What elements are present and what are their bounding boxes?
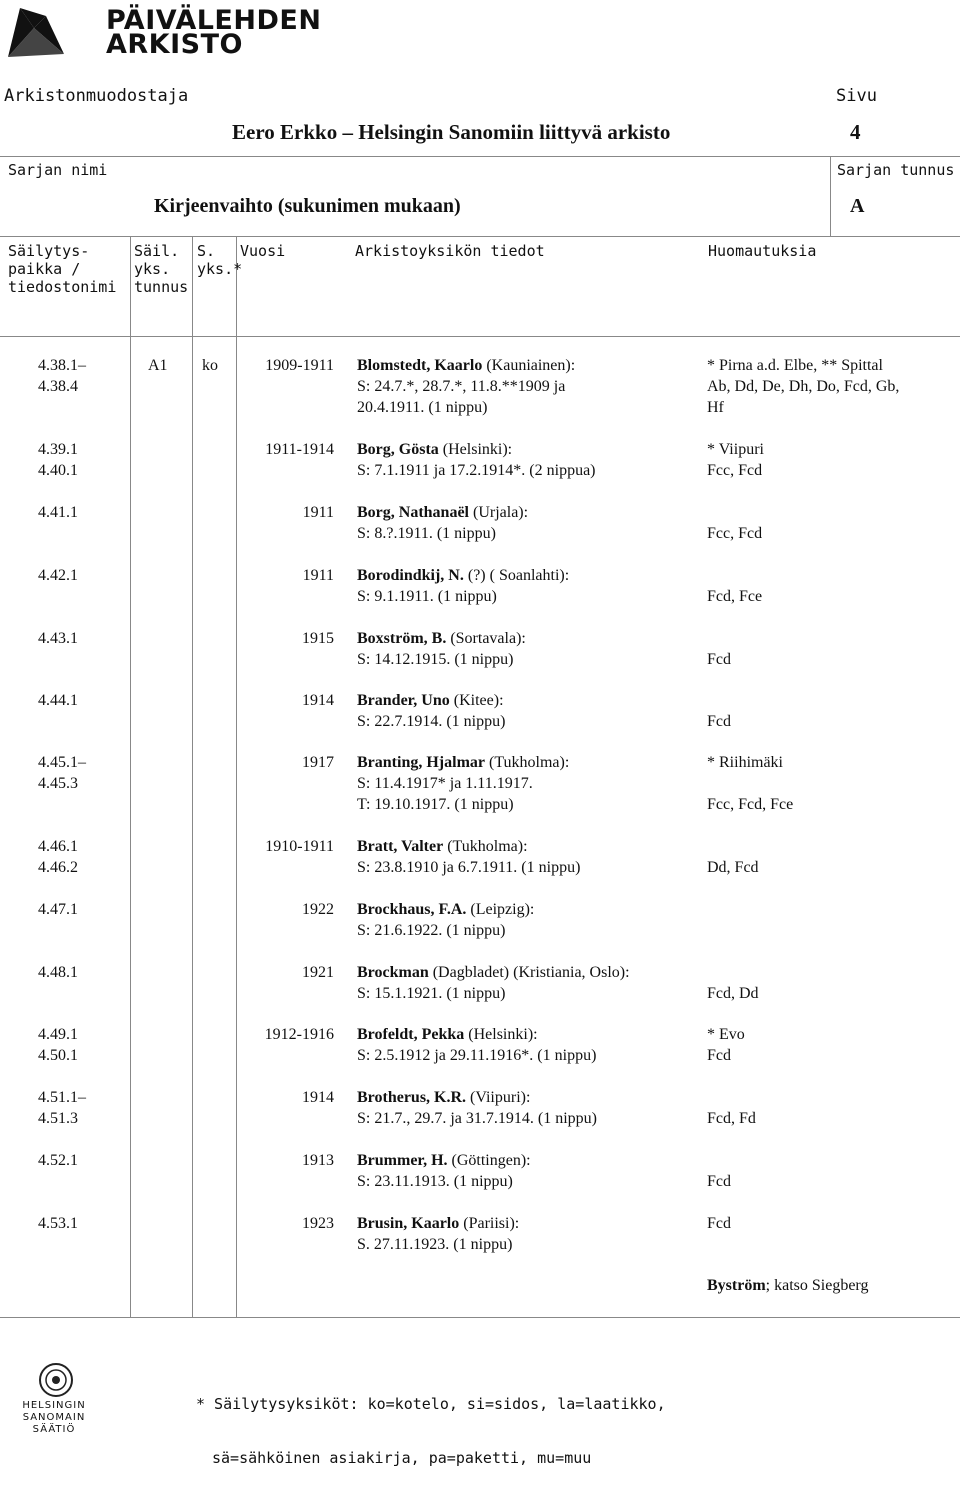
note-line: Fcd <box>707 1047 731 1064</box>
entry-year: 1922 <box>302 901 334 918</box>
footnote-line-2: sä=sähköinen asiakirja, pa=paketti, mu=muu <box>212 1449 592 1467</box>
entry-location <box>38 752 128 794</box>
correspondent-place: (Dagbladet) (Kristiania, Oslo): <box>428 964 630 981</box>
entry-year: 1911-1914 <box>265 441 334 458</box>
note-spacer <box>707 773 957 794</box>
entry-notes <box>707 1213 957 1234</box>
note-line: Fcd, Dd <box>707 985 759 1002</box>
correspondent <box>357 962 697 983</box>
correspondent-name: Brockhaus, F.A. <box>357 901 467 918</box>
correspondent <box>357 355 697 376</box>
entry-info <box>357 1087 697 1129</box>
correspondent <box>357 1213 697 1234</box>
location-code: 4.39.1 <box>38 441 78 458</box>
entry-notes <box>707 565 957 607</box>
correspondent-name: Brander, Uno <box>357 692 450 709</box>
correspondent-place: (Kauniainen): <box>482 357 576 374</box>
letter-details: S. 27.11.1923. (1 nippu) <box>357 1236 513 1253</box>
location-code: 4.44.1 <box>38 692 78 709</box>
note-spacer <box>707 962 957 983</box>
entry-year: 1909-1911 <box>265 357 334 374</box>
entry-info <box>357 355 697 418</box>
note-spacer <box>707 1087 957 1108</box>
note-line: * Riihimäki <box>707 754 783 771</box>
correspondent <box>357 1087 697 1108</box>
note-line: * Pirna a.d. Elbe, ** Spittal <box>707 357 883 374</box>
foundation-logo-line: HELSINGIN <box>22 1400 86 1411</box>
location-code: 4.38.4 <box>38 378 78 395</box>
note-line: Dd, Fcd <box>707 859 759 876</box>
unit-header-line: tunnus <box>134 278 189 296</box>
note-line: Fcd, Fce <box>707 588 763 605</box>
logo-archive <box>2 2 322 60</box>
location-code: 4.46.1 <box>38 838 78 855</box>
location-header-line: tiedostonimi <box>8 278 117 296</box>
entry-notes <box>707 1024 957 1066</box>
archive-title: Eero Erkko – Helsingin Sanomiin liittyvä arkisto <box>232 120 671 144</box>
unit-type-header-line: S. <box>197 242 216 260</box>
correspondent <box>357 752 697 773</box>
entry-notes <box>707 502 957 544</box>
letter-details: S: 23.11.1913. (1 nippu) <box>357 1173 513 1190</box>
note-line: Ab, Dd, De, Dh, Do, Fcd, Gb, <box>707 378 900 395</box>
note-spacer <box>707 502 957 523</box>
correspondent-place: (Tukholma): <box>443 838 528 855</box>
note-line: Hf <box>707 399 724 416</box>
entry-year: 1914 <box>302 1089 334 1106</box>
correspondent <box>357 502 697 523</box>
creator-label: Arkistonmuodostaja <box>4 86 189 106</box>
correspondent <box>357 899 697 920</box>
note-line: Fcd, Fd <box>707 1110 756 1127</box>
note-line: Fcd <box>707 1215 731 1232</box>
note-line: * Viipuri <box>707 441 764 458</box>
correspondent-name: Branting, Hjalmar <box>357 754 485 771</box>
location-code: 4.41.1 <box>38 504 78 521</box>
entry-info <box>357 1213 697 1255</box>
logo-line-1: PÄIVÄLEHDEN <box>106 5 322 36</box>
page-label: Sivu <box>836 86 877 106</box>
note-line: Fcc, Fcd <box>707 525 763 542</box>
entry-notes <box>707 628 957 670</box>
letter-details: S: 8.?.1911. (1 nippu) <box>357 525 496 542</box>
entry-location <box>38 355 128 397</box>
entry-notes <box>707 690 957 732</box>
footnote <box>196 1359 666 1485</box>
note-line: Fcd <box>707 713 731 730</box>
location-header-line: paikka / <box>8 260 81 278</box>
entry-info <box>357 628 697 670</box>
entry-info <box>357 1150 697 1192</box>
correspondent-name: Brockman <box>357 964 429 981</box>
entry-notes <box>707 962 957 1004</box>
see-also <box>707 1275 868 1296</box>
location-code: 4.53.1 <box>38 1215 78 1232</box>
letter-details: S: 11.4.1917* ja 1.11.1917. <box>357 775 533 792</box>
divider-bottom <box>0 1317 960 1318</box>
note-spacer <box>707 836 957 857</box>
note-line: Fcd <box>707 1173 731 1190</box>
unit-type-header-line: yks.* <box>197 260 243 278</box>
location-code: 4.52.1 <box>38 1152 78 1169</box>
entry-notes <box>707 1087 957 1129</box>
entry-year: 1923 <box>302 1215 334 1232</box>
correspondent <box>357 1150 697 1171</box>
archive-mark-icon <box>2 2 68 60</box>
note-line: Fcc, Fcd <box>707 462 763 479</box>
correspondent <box>357 690 697 711</box>
entry-info <box>357 690 697 732</box>
entry-location <box>38 1213 128 1234</box>
location-code: 4.45.3 <box>38 775 78 792</box>
see-also-text: ; katso Siegberg <box>765 1277 869 1294</box>
entry-notes <box>707 836 957 878</box>
note-spacer <box>707 565 957 586</box>
correspondent <box>357 565 697 586</box>
entry-location <box>38 962 128 983</box>
location-code: 4.40.1 <box>38 462 78 479</box>
entry-info <box>357 752 697 815</box>
entry-location <box>38 1087 128 1129</box>
foundation-mark-icon <box>36 1362 76 1398</box>
letter-details: S: 23.8.1910 ja 6.7.1911. (1 nippu) <box>357 859 581 876</box>
correspondent-place: (Helsinki): <box>464 1026 538 1043</box>
entry-year: 1910-1911 <box>265 838 334 855</box>
location-code: 4.42.1 <box>38 567 78 584</box>
note-line: * Evo <box>707 1026 745 1043</box>
column-divider-2 <box>192 236 193 1317</box>
letter-details: S: 22.7.1914. (1 nippu) <box>357 713 506 730</box>
location-header-line: Säilytys- <box>8 242 90 260</box>
correspondent-place: (Helsinki): <box>438 441 513 458</box>
letter-details: S: 2.5.1912 ja 29.11.1916*. (1 nippu) <box>357 1047 597 1064</box>
note-line: Fcc, Fcd, Fce <box>707 796 794 813</box>
note-spacer <box>707 628 957 649</box>
unit-header-line: Säil. <box>134 242 180 260</box>
letter-details: S: 24.7.*, 28.7.*, 11.8.**1909 ja <box>357 378 566 395</box>
entry-year: 1915 <box>302 630 334 647</box>
column-header-notes: Huomautuksia <box>708 242 817 260</box>
entry-unit: A1 <box>148 357 168 374</box>
entry-info <box>357 439 697 481</box>
series-id-label: Sarjan tunnus <box>837 161 955 179</box>
correspondent <box>357 439 697 460</box>
divider-columns-bottom <box>0 336 960 337</box>
correspondent-place: (Tukholma): <box>485 754 570 771</box>
column-header-info: Arkistoyksikön tiedot <box>355 242 545 260</box>
entry-year: 1913 <box>302 1152 334 1169</box>
entry-year: 1917 <box>302 754 334 771</box>
location-code: 4.47.1 <box>38 901 78 918</box>
foundation-logo-line: SANOMAIN <box>22 1412 86 1423</box>
letter-details: S: 21.7., 29.7. ja 31.7.1914. (1 nippu) <box>357 1110 597 1127</box>
letter-details: S: 15.1.1921. (1 nippu) <box>357 985 506 1002</box>
letter-details: S: 14.12.1915. (1 nippu) <box>357 651 514 668</box>
divider-columns-top <box>0 236 960 237</box>
note-spacer <box>707 690 957 711</box>
column-header-location <box>8 242 116 296</box>
entry-location <box>38 899 128 920</box>
correspondent-name: Brotherus, K.R. <box>357 1089 467 1106</box>
correspondent-place: (Kitee): <box>449 692 504 709</box>
location-code: 4.51.1– <box>38 1089 86 1106</box>
location-code: 4.43.1 <box>38 630 78 647</box>
correspondent-name: Blomstedt, Kaarlo <box>357 357 483 374</box>
entry-location <box>38 439 128 481</box>
correspondent-place: (Urjala): <box>469 504 529 521</box>
entry-location <box>38 836 128 878</box>
note-spacer <box>707 1150 957 1171</box>
column-header-unit <box>134 242 188 296</box>
correspondent-name: Brusin, Kaarlo <box>357 1215 460 1232</box>
entry-location <box>38 690 128 711</box>
column-header-unit-type <box>197 242 242 278</box>
correspondent-place: (Leipzig): <box>466 901 535 918</box>
letter-details: S: 7.1.1911 ja 17.2.1914*. (2 nippua) <box>357 462 596 479</box>
entry-info <box>357 899 697 941</box>
correspondent-name: Bratt, Valter <box>357 838 444 855</box>
correspondent <box>357 1024 697 1045</box>
entry-info <box>357 1024 697 1066</box>
correspondent-name: Brofeldt, Pekka <box>357 1026 465 1043</box>
entry-notes <box>707 1150 957 1192</box>
entry-notes <box>707 439 957 481</box>
location-code: 4.49.1 <box>38 1026 78 1043</box>
correspondent-place: (Sortavala): <box>446 630 526 647</box>
correspondent-name: Boxström, B. <box>357 630 447 647</box>
entry-notes <box>707 752 957 815</box>
entry-year: 1914 <box>302 692 334 709</box>
foundation-logo-line: SÄÄTIÖ <box>32 1424 76 1435</box>
correspondent-name: Borodindkij, N. <box>357 567 464 584</box>
page-number: 4 <box>850 120 861 144</box>
correspondent-place: (Viipuri): <box>466 1089 531 1106</box>
column-header-year: Vuosi <box>240 242 286 260</box>
entry-unit-type: ko <box>202 357 218 374</box>
unit-header-line: yks. <box>134 260 171 278</box>
footnote-line-1: * Säilytysyksiköt: ko=kotelo, si=sidos, la=laatikko, <box>196 1395 666 1413</box>
letter-details: 20.4.1911. (1 nippu) <box>357 399 488 416</box>
correspondent-place: (?) ( Soanlahti): <box>463 567 570 584</box>
location-code: 4.46.2 <box>38 859 78 876</box>
correspondent <box>357 628 697 649</box>
logo-line-2: ARKISTO <box>106 29 243 60</box>
divider-top <box>0 156 960 157</box>
correspondent-place: (Göttingen): <box>447 1152 531 1169</box>
foundation-logo <box>4 1360 104 1440</box>
location-code: 4.50.1 <box>38 1047 78 1064</box>
letter-details: S: 9.1.1911. (1 nippu) <box>357 588 497 605</box>
location-code: 4.51.3 <box>38 1110 78 1127</box>
column-divider-1 <box>130 236 131 1317</box>
location-code: 4.38.1– <box>38 357 86 374</box>
correspondent-place: (Pariisi): <box>459 1215 520 1232</box>
entry-location <box>38 565 128 586</box>
series-name: Kirjeenvaihto (sukunimen mukaan) <box>154 195 461 217</box>
column-divider-3 <box>236 236 237 1317</box>
entry-location <box>38 1150 128 1171</box>
note-line: Fcd <box>707 651 731 668</box>
correspondent-name: Borg, Nathanaël <box>357 504 469 521</box>
location-code: 4.48.1 <box>38 964 78 981</box>
entry-info <box>357 962 697 1004</box>
letter-details: S: 21.6.1922. (1 nippu) <box>357 922 506 939</box>
correspondent-name: Brummer, H. <box>357 1152 448 1169</box>
entry-location <box>38 502 128 523</box>
entry-year: 1911 <box>302 567 334 584</box>
letter-details: T: 19.10.1917. (1 nippu) <box>357 796 514 813</box>
location-code: 4.45.1– <box>38 754 86 771</box>
correspondent-name: Borg, Gösta <box>357 441 439 458</box>
entry-year: 1911 <box>302 504 334 521</box>
entry-year: 1921 <box>302 964 334 981</box>
divider-series <box>830 156 831 236</box>
entry-info <box>357 565 697 607</box>
correspondent <box>357 836 697 857</box>
see-also-name: Byström <box>707 1277 766 1294</box>
entry-info <box>357 836 697 878</box>
entry-location <box>38 1024 128 1066</box>
entry-notes <box>707 355 957 418</box>
entry-location <box>38 628 128 649</box>
series-name-label: Sarjan nimi <box>8 161 108 179</box>
series-id: A <box>850 195 865 217</box>
entry-info <box>357 502 697 544</box>
entry-year: 1912-1916 <box>264 1026 334 1043</box>
